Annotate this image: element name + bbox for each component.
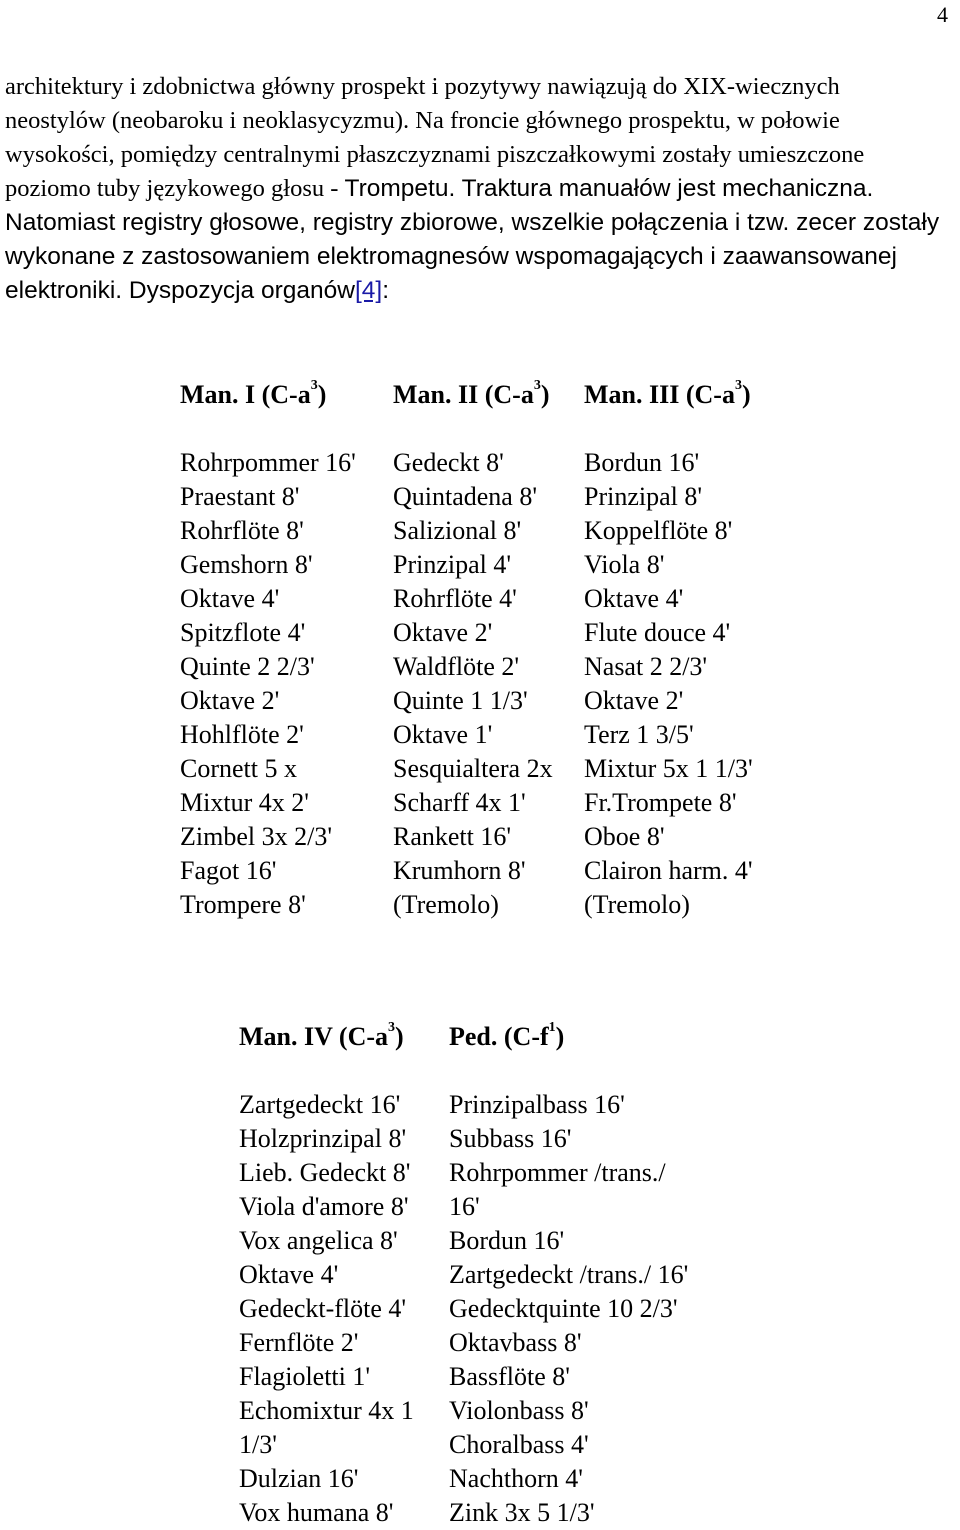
stop-cell: Mixtur 5x 1 1/3' [584, 754, 753, 783]
page-number: 4 [937, 2, 948, 27]
spacer-cell [180, 412, 761, 446]
stop-cell: Krumhorn 8' [393, 856, 526, 885]
stop-cell: (Tremolo) [393, 890, 499, 919]
table-row [180, 752, 761, 786]
stop-cell: Prinzipal 4' [393, 550, 512, 579]
column-header-close: ) [741, 380, 751, 409]
stop-cell: Viola 8' [584, 550, 665, 579]
stop-cell: Terz 1 3/5' [584, 720, 694, 749]
table-row [180, 548, 761, 582]
stop-cell: Quinte 2 2/3' [180, 652, 315, 681]
stop-cell: Viola d'amore 8' [239, 1192, 409, 1221]
stop-cell: Rohrpommer 16' [180, 448, 356, 477]
stop-cell: Fr.Trompete 8' [584, 788, 737, 817]
stop-cell: Zartgedeckt 16' [239, 1090, 401, 1119]
column-header [393, 378, 584, 412]
stop-cell: Holzprinzipal 8' [239, 1124, 407, 1153]
stop-cell: Flagioletti 1' [239, 1362, 371, 1391]
table-row [180, 514, 761, 548]
stop-cell: Waldflöte 2' [393, 652, 520, 681]
stop-cell: Bordun 16' [584, 448, 700, 477]
stop-cell: Subbass 16' [449, 1124, 572, 1153]
intro-text-serif: architektury i zdobnictwa główny prospekt i pozytywy nawiązują do XIX-wiecznych neostylów (neobaroku i neoklasycyzmu). Na froncie głównego prospektu, w połowie wysokości, pomiędzy centralnymi płaszczyznami piszczałkowymi zostały umieszczone poziomo tuby językowego głosu - [5, 73, 865, 202]
footnote-link[interactable]: [4] [354, 277, 383, 304]
table-row [239, 1122, 696, 1156]
stop-cell: Oktave 4' [584, 584, 684, 613]
stop-cell: Fernflöte 2' [239, 1328, 359, 1357]
stop-cell: Praestant 8' [180, 482, 300, 511]
intro-colon: : [382, 277, 390, 304]
stop-cell: Echomixtur 4x 1 [239, 1396, 414, 1425]
stop-cell: Scharff 4x 1' [393, 788, 526, 817]
manual-pedal-table [239, 1020, 696, 1530]
table-row [180, 684, 761, 718]
table-header-row [180, 378, 761, 412]
table-row [239, 1088, 696, 1122]
stop-cell: Bordun 16' [449, 1226, 565, 1255]
stop-cell: Nasat 2 2/3' [584, 652, 708, 681]
column-header-close: ) [317, 380, 327, 409]
stop-cell: Vox angelica 8' [239, 1226, 398, 1255]
stop-cell: Sesquialtera 2x [393, 754, 553, 783]
column-header-close: ) [540, 380, 550, 409]
table-row [180, 820, 761, 854]
stop-cell: Clairon harm. 4' [584, 856, 753, 885]
table-row [239, 1394, 696, 1428]
stop-cell: Zimbel 3x 2/3' [180, 822, 333, 851]
stop-cell: Bassflöte 8' [449, 1362, 570, 1391]
stop-cell: Oktave 4' [180, 584, 280, 613]
stop-cell: Prinzipalbass 16' [449, 1090, 625, 1119]
table-row [239, 1462, 696, 1496]
table-row [180, 480, 761, 514]
table-row [239, 1496, 696, 1530]
table-row [180, 854, 761, 888]
table-row [239, 1224, 696, 1258]
intro-text-sans: Trompetu. Traktura manuałów jest mechaniczna. Natomiast registry głosowe, registry zbiorowe, wszelkie połączenia i tzw. zecer zostały wykonane z zastosowaniem elektromagnesów wspomagających i zaawansowanej elektroniki. Dyspozycja organów [5, 175, 940, 304]
spacer-cell [239, 1054, 696, 1088]
stop-cell: Prinzipal 8' [584, 482, 703, 511]
stop-cell: Gedeckt-flöte 4' [239, 1294, 407, 1323]
column-header-close: ) [395, 1022, 404, 1051]
stop-cell: Gedeckt 8' [393, 448, 504, 477]
intro-paragraph [5, 70, 945, 308]
stop-cell: 16' [449, 1192, 480, 1221]
column-header [449, 1020, 696, 1054]
column-header [239, 1020, 449, 1054]
column-header-label: Man. IV (C-a [239, 1022, 389, 1051]
spacer-row [180, 412, 761, 446]
stop-cell: Oktave 1' [393, 720, 493, 749]
table-row [180, 446, 761, 480]
stop-cell: Rohrflöte 8' [180, 516, 304, 545]
column-header [180, 378, 393, 412]
stop-cell: Gemshorn 8' [180, 550, 313, 579]
stop-cell: Gedecktquinte 10 2/3' [449, 1294, 678, 1323]
stop-cell: Choralbass 4' [449, 1430, 589, 1459]
table-row [239, 1258, 696, 1292]
stop-cell: Oktavbass 8' [449, 1328, 582, 1357]
column-header-sup: 3 [310, 378, 318, 394]
column-header-label: Man. I (C-a [180, 380, 311, 409]
stop-cell: Oboe 8' [584, 822, 665, 851]
table-row [180, 650, 761, 684]
stop-cell: Dulzian 16' [239, 1464, 359, 1493]
table-row [180, 616, 761, 650]
stop-cell: Lieb. Gedeckt 8' [239, 1158, 411, 1187]
stop-cell: 1/3' [239, 1430, 277, 1459]
spacer-row [239, 1054, 696, 1088]
stop-cell: Oktave 2' [180, 686, 280, 715]
stop-cell: Koppelflöte 8' [584, 516, 733, 545]
table-row [180, 582, 761, 616]
column-header-sup: 3 [388, 1020, 396, 1036]
column-header-sup: 3 [734, 378, 742, 394]
table-row [239, 1360, 696, 1394]
stop-cell: Rohrflöte 4' [393, 584, 517, 613]
column-header-label: Man. II (C-a [393, 380, 534, 409]
stop-cell: Rohrpommer /trans./ [449, 1158, 666, 1187]
stop-cell: Mixtur 4x 2' [180, 788, 309, 817]
stop-cell: Salizional 8' [393, 516, 522, 545]
stop-cell: Oktave 2' [393, 618, 493, 647]
stop-cell: (Tremolo) [584, 890, 690, 919]
column-header [584, 378, 761, 412]
stop-cell: Rankett 16' [393, 822, 512, 851]
stop-cell: Nachthorn 4' [449, 1464, 583, 1493]
stop-cell: Zartgedeckt /trans./ 16' [449, 1260, 689, 1289]
table-row [180, 786, 761, 820]
table-row [239, 1292, 696, 1326]
stop-cell: Quinte 1 1/3' [393, 686, 528, 715]
table-row [239, 1156, 696, 1190]
stop-cell: Trompere 8' [180, 890, 306, 919]
table-row [180, 718, 761, 752]
stop-cell: Spitzflote 4' [180, 618, 306, 647]
stop-cell: Oktave 2' [584, 686, 684, 715]
table-row [180, 888, 761, 922]
stop-cell: Oktave 4' [239, 1260, 339, 1289]
stop-cell: Vox humana 8' [239, 1498, 394, 1527]
stop-cell: Cornett 5 x [180, 754, 297, 783]
column-header-close: ) [555, 1022, 565, 1051]
stop-cell: Quintadena 8' [393, 482, 538, 511]
column-header-label: Ped. (C-f [449, 1022, 549, 1051]
stop-cell: Hohlflöte 2' [180, 720, 304, 749]
column-header-sup: 1 [548, 1020, 556, 1036]
stop-cell: Flute douce 4' [584, 618, 731, 647]
table-header-row [239, 1020, 696, 1054]
stop-cell: Zink 3x 5 1/3' [449, 1498, 595, 1527]
stop-cell: Violonbass 8' [449, 1396, 589, 1425]
stop-cell: Fagot 16' [180, 856, 277, 885]
column-header-sup: 3 [533, 378, 541, 394]
table-row [239, 1326, 696, 1360]
manuals-table [180, 378, 761, 922]
table-row [239, 1190, 696, 1224]
column-header-label: Man. III (C-a [584, 380, 735, 409]
table-row [239, 1428, 696, 1462]
